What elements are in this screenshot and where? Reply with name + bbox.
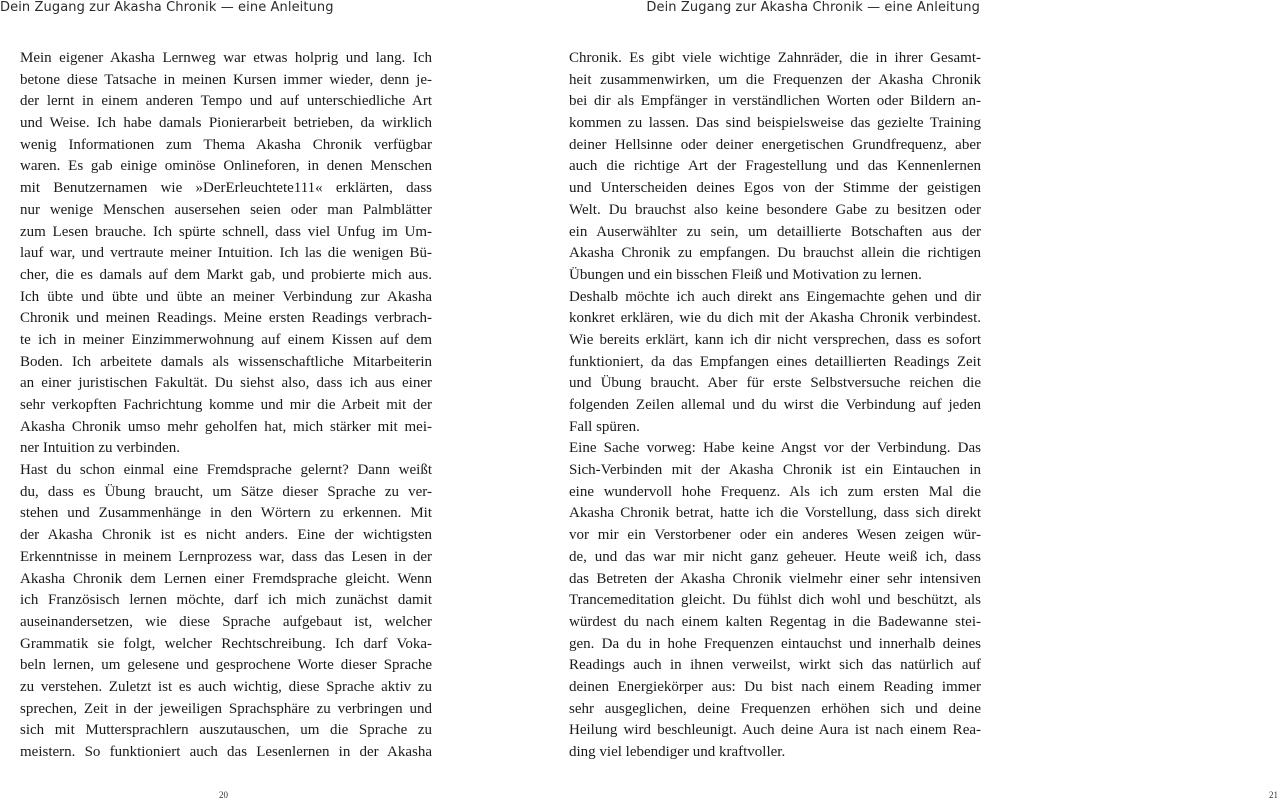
text-line: an einer juristischen Fakultät. Du siehst also, dass ich aus einer (20, 375, 432, 392)
text-line: konkret erklären, wie du dich mit der Akasha Chronik verbindest. (569, 310, 981, 327)
text-line: würdest du nach einem kalten Regentag in die Badewanne stei- (569, 613, 981, 630)
text-line: Akasha Chronik zu empfangen. Du brauchst allein die richtigen (569, 245, 981, 262)
text-line: Wie bereits erklärt, kann ich dir nicht versprechen, dass es sofort (569, 331, 981, 348)
text-line: bei dir als Empfänger in verständlichen Worten oder Bildern an- (569, 93, 981, 110)
text-line: folgenden Zeilen allemal und du wirst die Verbindung auf jeden (569, 397, 981, 413)
text-line: sehr verkopften Fachrichtung komme und mir die Arbeit mit der (20, 397, 432, 413)
page-number-right: 21 (1269, 790, 1278, 800)
body-text-right (569, 48, 981, 764)
text-line: und Unterscheiden deines Egos von der Stimme der geistigen (569, 180, 981, 197)
text-line: Deshalb möchte ich auch direkt ans Eingemachte gehen und dir (569, 288, 981, 305)
text-line: auseinandersetzen, wie diese Sprache aufgebaut ist, welcher (20, 613, 432, 630)
body-text-left (20, 48, 432, 764)
text-line: Akasha Chronik umso mehr geholfen hat, mich stärker mit mei- (20, 418, 432, 435)
text-line: Ich übte und übte und übte an meiner Verbindung zur Akasha (20, 288, 432, 305)
text-line: und Weise. Ich habe damals Pionierarbeit betrieben, da wirklich (20, 115, 432, 132)
text-line: funktioniert, da das Empfangen eines detaillierten Readings Zeit (569, 353, 981, 370)
text-line: Heilung wird beschleunigt. Auch deine Aura ist nach einem Rea- (569, 722, 981, 739)
text-line: Mein eigener Akasha Lernweg war etwas holprig und lang. Ich (20, 50, 432, 66)
text-line: Erkenntnisse in meinem Lernprozess war, dass das Lesen in der (20, 548, 432, 565)
text-line: und Übung braucht. Aber für erste Selbstversuche reichen die (569, 375, 981, 392)
text-line: waren. Es gab einige ominöse Onlineforen, in denen Menschen (20, 158, 432, 175)
left-page (0, 0, 500, 800)
text-line: zum Lesen brauche. Ich spürte schnell, dass viel Unfug im Um- (20, 223, 432, 240)
text-line: ein Auserwählter zu sein, um detaillierte Botschaften aus der (569, 223, 981, 240)
text-line: der lernt in einem anderen Tempo und auf unterschiedliche Art (20, 93, 432, 110)
text-line: eine wundervoll hohe Frequenz. Als ich zum ersten Mal die (569, 483, 981, 500)
text-line: te ich in meiner Einzimmerwohnung auf einem Kissen auf dem (20, 331, 432, 348)
text-line: ich Französisch lernen möchte, darf ich mich zunächst damit (20, 592, 432, 609)
text-line: wenig Informationen zum Thema Akasha Chronik verfügbar (20, 136, 432, 153)
text-line: sehr ausgeglichen, deine Frequenzen erhöhen sich und deine (569, 700, 981, 717)
text-line: lauf war, und vertraute meiner Intuition. Ich las die wenigen Bü- (20, 245, 432, 262)
text-line: deinen Energiekörper aus: Du bist nach einem Reading immer (569, 678, 981, 695)
text-line: cher, die es damals auf dem Markt gab, und probierte mich aus. (20, 266, 432, 283)
text-line: Akasha Chronik betrat, hatte ich die Vorstellung, dass sich direkt (569, 505, 981, 522)
text-line: Readings auch in ihnen verweilst, wirkt sich das natürlich auf (569, 657, 981, 674)
text-line: meistern. So funktioniert auch das Lesenlernen in der Akasha (20, 744, 432, 760)
text-line: sprechen, Zeit in der jeweiligen Sprachsphäre zu verbringen und (20, 700, 432, 717)
text-line: zu verstehen. Zuletzt ist es auch wichtig, diese Sprache aktiv zu (20, 678, 432, 695)
text-line: auch die richtige Art der Fragestellung und das Kennenlernen (569, 158, 981, 175)
text-line: kommen zu lassen. Das sind beispielsweise das gezielte Training (569, 115, 981, 132)
text-line: Sich-Verbinden mit der Akasha Chronik ist ein Eintauchen in (569, 462, 981, 479)
text-line: Boden. Ich arbeitete damals als wissenschaftliche Mitarbeiterin (20, 353, 432, 370)
text-line: Übungen und ein bisschen Fleiß und Motivation zu lernen. (569, 266, 922, 283)
text-line: gen. Da du in hohe Frequenzen eintauchst und innerhalb deines (569, 635, 981, 652)
text-line: Chronik. Es gibt viele wichtige Zahnräder, die in ihrer Gesamt- (569, 50, 981, 66)
text-line: sich mit Muttersprachlern auszutauschen, um die Sprache zu (20, 722, 432, 739)
text-line: heit zusammenwirken, um die Frequenzen der Akasha Chronik (569, 71, 981, 88)
text-line: mit Benutzernamen wie »DerErleuchtete111« erklärten, dass (20, 180, 432, 197)
text-line: Fall spüren. (569, 418, 640, 435)
text-line: Chronik und meinen Readings. Meine ersten Readings verbrach- (20, 310, 432, 327)
text-line: Eine Sache vorweg: Habe keine Angst vor der Verbindung. Das (569, 440, 981, 457)
page-number-left: 20 (219, 790, 228, 800)
text-line: ner Intuition zu verbinden. (20, 440, 180, 457)
text-line: stehen und Zusammenhänge in den Wörtern zu erkennen. Mit (20, 505, 432, 522)
text-line: Welt. Du brauchst also keine besondere Gabe zu besitzen oder (569, 201, 981, 218)
text-line: Grammatik sie folgt, welcher Rechtschreibung. Ich darf Voka- (20, 635, 432, 652)
text-line: de, und das war mir nicht ganz geheuer. Heute weiß ich, dass (569, 548, 981, 565)
text-line: ding viel lebendiger und kraftvoller. (569, 744, 786, 760)
text-line: nur wenige Menschen ausersehen seien oder man Palmblätter (20, 201, 432, 218)
text-line: du, dass es Übung braucht, um Sätze dieser Sprache zu ver- (20, 483, 432, 500)
text-line: Hast du schon einmal eine Fremdsprache gelernt? Dann weißt (20, 462, 432, 479)
text-line: der Akasha Chronik ist es nicht anders. Eine der wichtigsten (20, 527, 432, 544)
text-line: Trancemeditation gleicht. Du fühlst dich wohl und beschützt, als (569, 592, 981, 609)
text-line: das Betreten der Akasha Chronik vielmehr einer sehr intensiven (569, 570, 981, 587)
text-line: deiner Hellsinne oder deiner energetischen Grundfrequenz, aber (569, 136, 981, 153)
right-page (500, 0, 1278, 800)
text-line: beln lernen, um gelesene und gesprochene Worte dieser Sprache (20, 657, 432, 674)
text-line: vor mir ein Verstorbener oder ein anderes Wesen zeigen wür- (569, 527, 981, 544)
text-line: betone diese Tatsache in meinen Kursen immer wieder, denn je- (20, 71, 432, 88)
running-head-left: Dein Zugang zur Akasha Chronik — eine Anleitung (0, 0, 334, 15)
text-line: Akasha Chronik dem Lernen einer Fremdsprache gleicht. Wenn (20, 570, 432, 587)
running-head-right: Dein Zugang zur Akasha Chronik — eine Anleitung (646, 0, 980, 15)
